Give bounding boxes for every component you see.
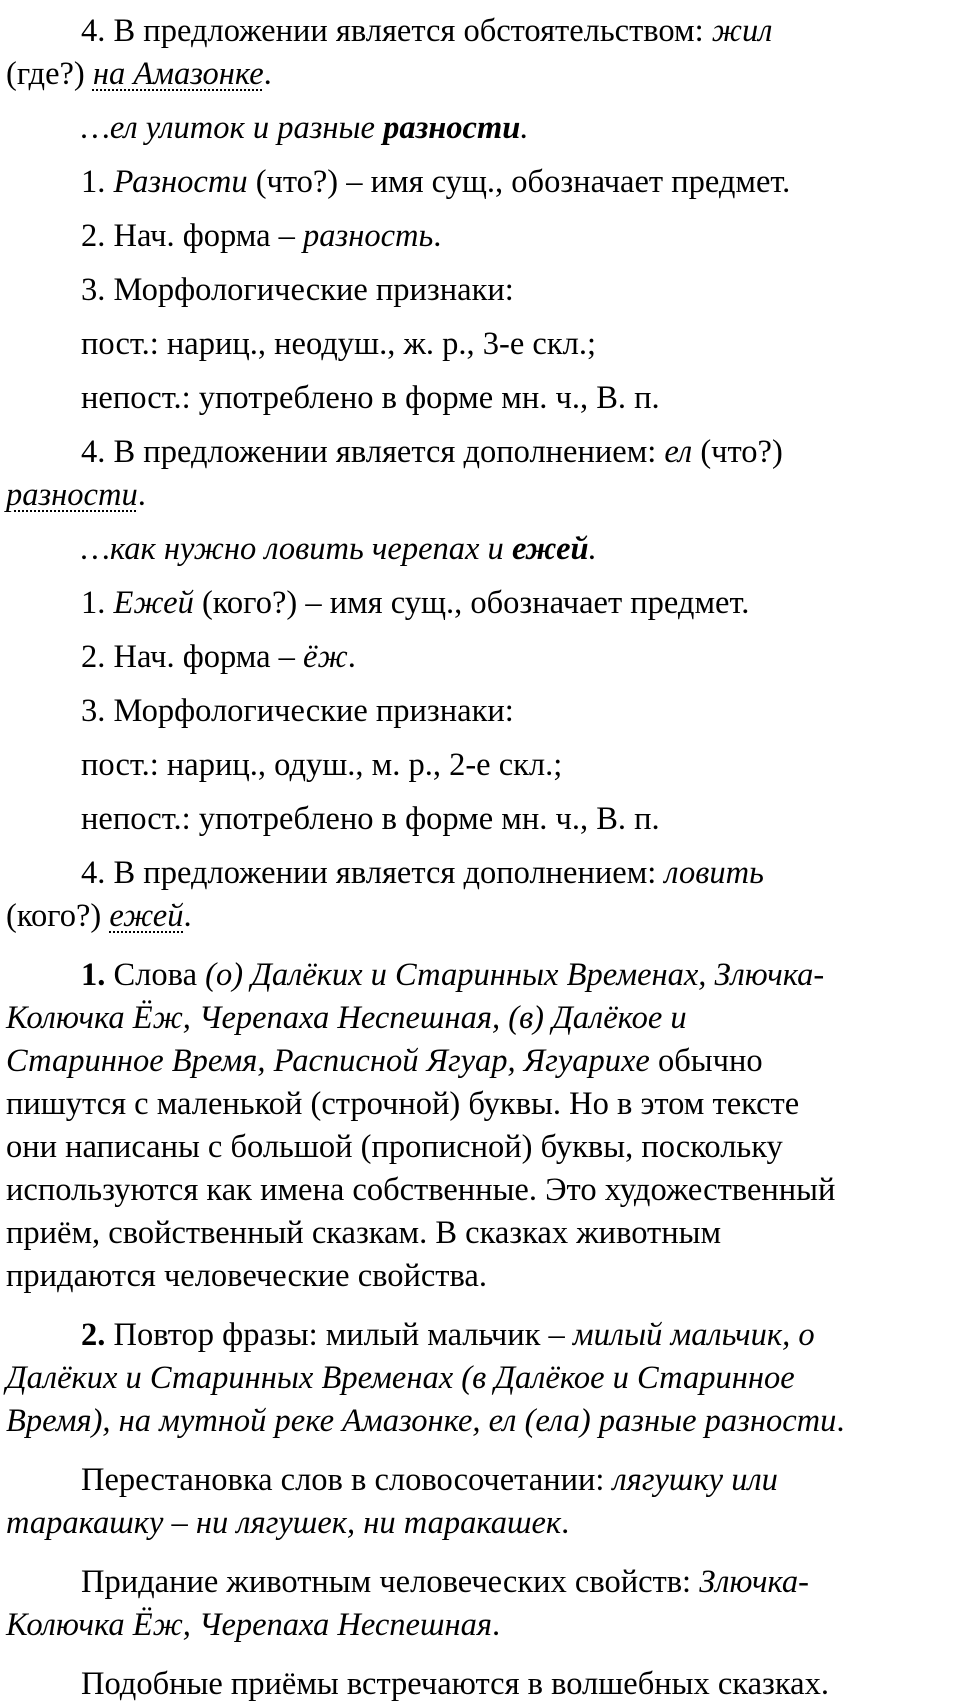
para-italic: лягушку или <box>612 1462 778 1498</box>
item-4-line1 <box>6 852 956 895</box>
initial-form: разность <box>303 218 434 254</box>
answer-italic: милый мальчик, о <box>572 1317 815 1353</box>
para-italic: Колючка Ёж, Черепаха Неспешная <box>6 1607 492 1643</box>
item-1 <box>6 161 956 204</box>
para-text: Придание животным человеческих свойств: <box>81 1564 700 1600</box>
punct: . <box>347 639 356 675</box>
answer-number: 1. <box>81 957 106 993</box>
punct: . <box>263 56 272 92</box>
item-text: (что?) – имя сущ., обозначает предмет. <box>247 164 791 200</box>
answer-1-line4: пишутся с маленькой (строчной) буквы. Но в этом тексте <box>6 1086 800 1122</box>
initial-form: ёж <box>303 639 348 675</box>
phrase-text: …ел улиток и разные <box>81 110 384 146</box>
answer-2-line3 <box>6 1400 956 1443</box>
item-4-line1 <box>6 431 956 474</box>
answer-2-line1 <box>6 1314 956 1357</box>
item-text: 2. Нач. форма – <box>81 639 304 675</box>
page-content <box>6 10 956 1706</box>
punct: . <box>492 1607 501 1643</box>
variable-features: непост.: употреблено в форме мн. ч., В. п. <box>81 380 660 416</box>
object-word: ежей <box>109 898 184 934</box>
item-number: 1. <box>81 585 114 621</box>
punct: . <box>836 1403 845 1439</box>
answer-2-line2 <box>6 1357 956 1400</box>
answer-1-line6: используются как имена собственные. Это художественный <box>6 1172 836 1208</box>
answer-1-line8: придаются человеческие свойства. <box>6 1258 487 1294</box>
answer-italic: (о) Далёких и Старинных Временах, Злючка- <box>205 957 825 993</box>
item-word: Разности <box>113 164 248 200</box>
answer-italic: Колючка Ёж, Черепаха Неспешная, (в) Далёкое и <box>6 1000 687 1036</box>
item-text: 4. В предложении является дополнением: <box>81 434 665 470</box>
answer-1-line7: приём, свойственный сказкам. В сказках животным <box>6 1215 722 1251</box>
item-4-line2 <box>6 474 956 517</box>
answer-text: Повтор фразы: милый мальчик – <box>105 1317 573 1353</box>
prev-item4-line2 <box>6 53 956 96</box>
answer-1-line2 <box>6 997 956 1040</box>
answer-1-line3 <box>6 1040 956 1083</box>
item-1 <box>6 582 956 625</box>
answer-text: обычно <box>649 1043 763 1079</box>
para-italic: Злючка- <box>699 1564 809 1600</box>
question-text: (где?) <box>6 56 93 92</box>
phrase-line <box>6 528 956 571</box>
verb-word: жил <box>711 13 773 49</box>
question-text: (что?) <box>692 434 783 470</box>
answer-italic: Старинное Время, Расписной Ягуар, Ягуарихе <box>6 1043 650 1079</box>
answer-1-line1 <box>6 954 956 997</box>
punct: . <box>561 1505 570 1541</box>
permutation-line1 <box>6 1459 956 1502</box>
phrase-text: …как нужно ловить черепах и <box>81 531 512 567</box>
item-2 <box>6 215 956 258</box>
permutation-line2 <box>6 1502 956 1545</box>
item-word: Ежей <box>113 585 194 621</box>
punct: . <box>137 477 146 513</box>
humanization-line2 <box>6 1604 956 1647</box>
phrase-key-word: разности <box>383 110 521 146</box>
item-text: 4. В предложении является обстоятельством: <box>81 13 712 49</box>
punct: . <box>588 531 597 567</box>
adverbial-word: на Амазонке <box>92 56 264 92</box>
object-word: разности <box>6 477 138 513</box>
item-3: 3. Морфологические признаки: <box>81 693 514 729</box>
punct: . <box>433 218 442 254</box>
para-text: Перестановка слов в словосочетании: <box>81 1462 613 1498</box>
constant-features: пост.: нариц., неодуш., ж. р., 3-е скл.; <box>81 326 597 362</box>
item-text: 2. Нач. форма – <box>81 218 304 254</box>
punct: . <box>183 898 192 934</box>
answer-text: Слова <box>105 957 206 993</box>
variable-features: непост.: употреблено в форме мн. ч., В. п. <box>81 801 660 837</box>
answer-number: 2. <box>81 1317 106 1353</box>
phrase-line <box>6 107 956 150</box>
constant-features: пост.: нариц., одуш., м. р., 2-е скл.; <box>81 747 563 783</box>
item-2 <box>6 636 956 679</box>
para-italic: таракашку – ни лягушек, ни таракашек <box>6 1505 562 1541</box>
phrase-key-word: ежей <box>511 531 589 567</box>
answer-italic: Время), на мутной реке Амазонке, ел (ела) разные разности <box>6 1403 837 1439</box>
verb-word: ловить <box>664 855 764 891</box>
item-text: 4. В предложении является дополнением: <box>81 855 665 891</box>
humanization-line1 <box>6 1561 956 1604</box>
item-number: 1. <box>81 164 114 200</box>
item-4-line2 <box>6 895 956 938</box>
item-text: (кого?) – имя сущ., обозначает предмет. <box>193 585 750 621</box>
question-text: (кого?) <box>6 898 110 934</box>
final-paragraph: Подобные приёмы встречаются в волшебных сказках. <box>81 1666 829 1702</box>
verb-word: ел <box>664 434 693 470</box>
punct: . <box>520 110 529 146</box>
prev-item4-line1 <box>6 10 956 53</box>
answer-1-line5: они написаны с большой (прописной) буквы, поскольку <box>6 1129 783 1165</box>
item-3: 3. Морфологические признаки: <box>81 272 514 308</box>
answer-italic: Далёких и Старинных Временах (в Далёкое и Старинное <box>6 1360 795 1396</box>
